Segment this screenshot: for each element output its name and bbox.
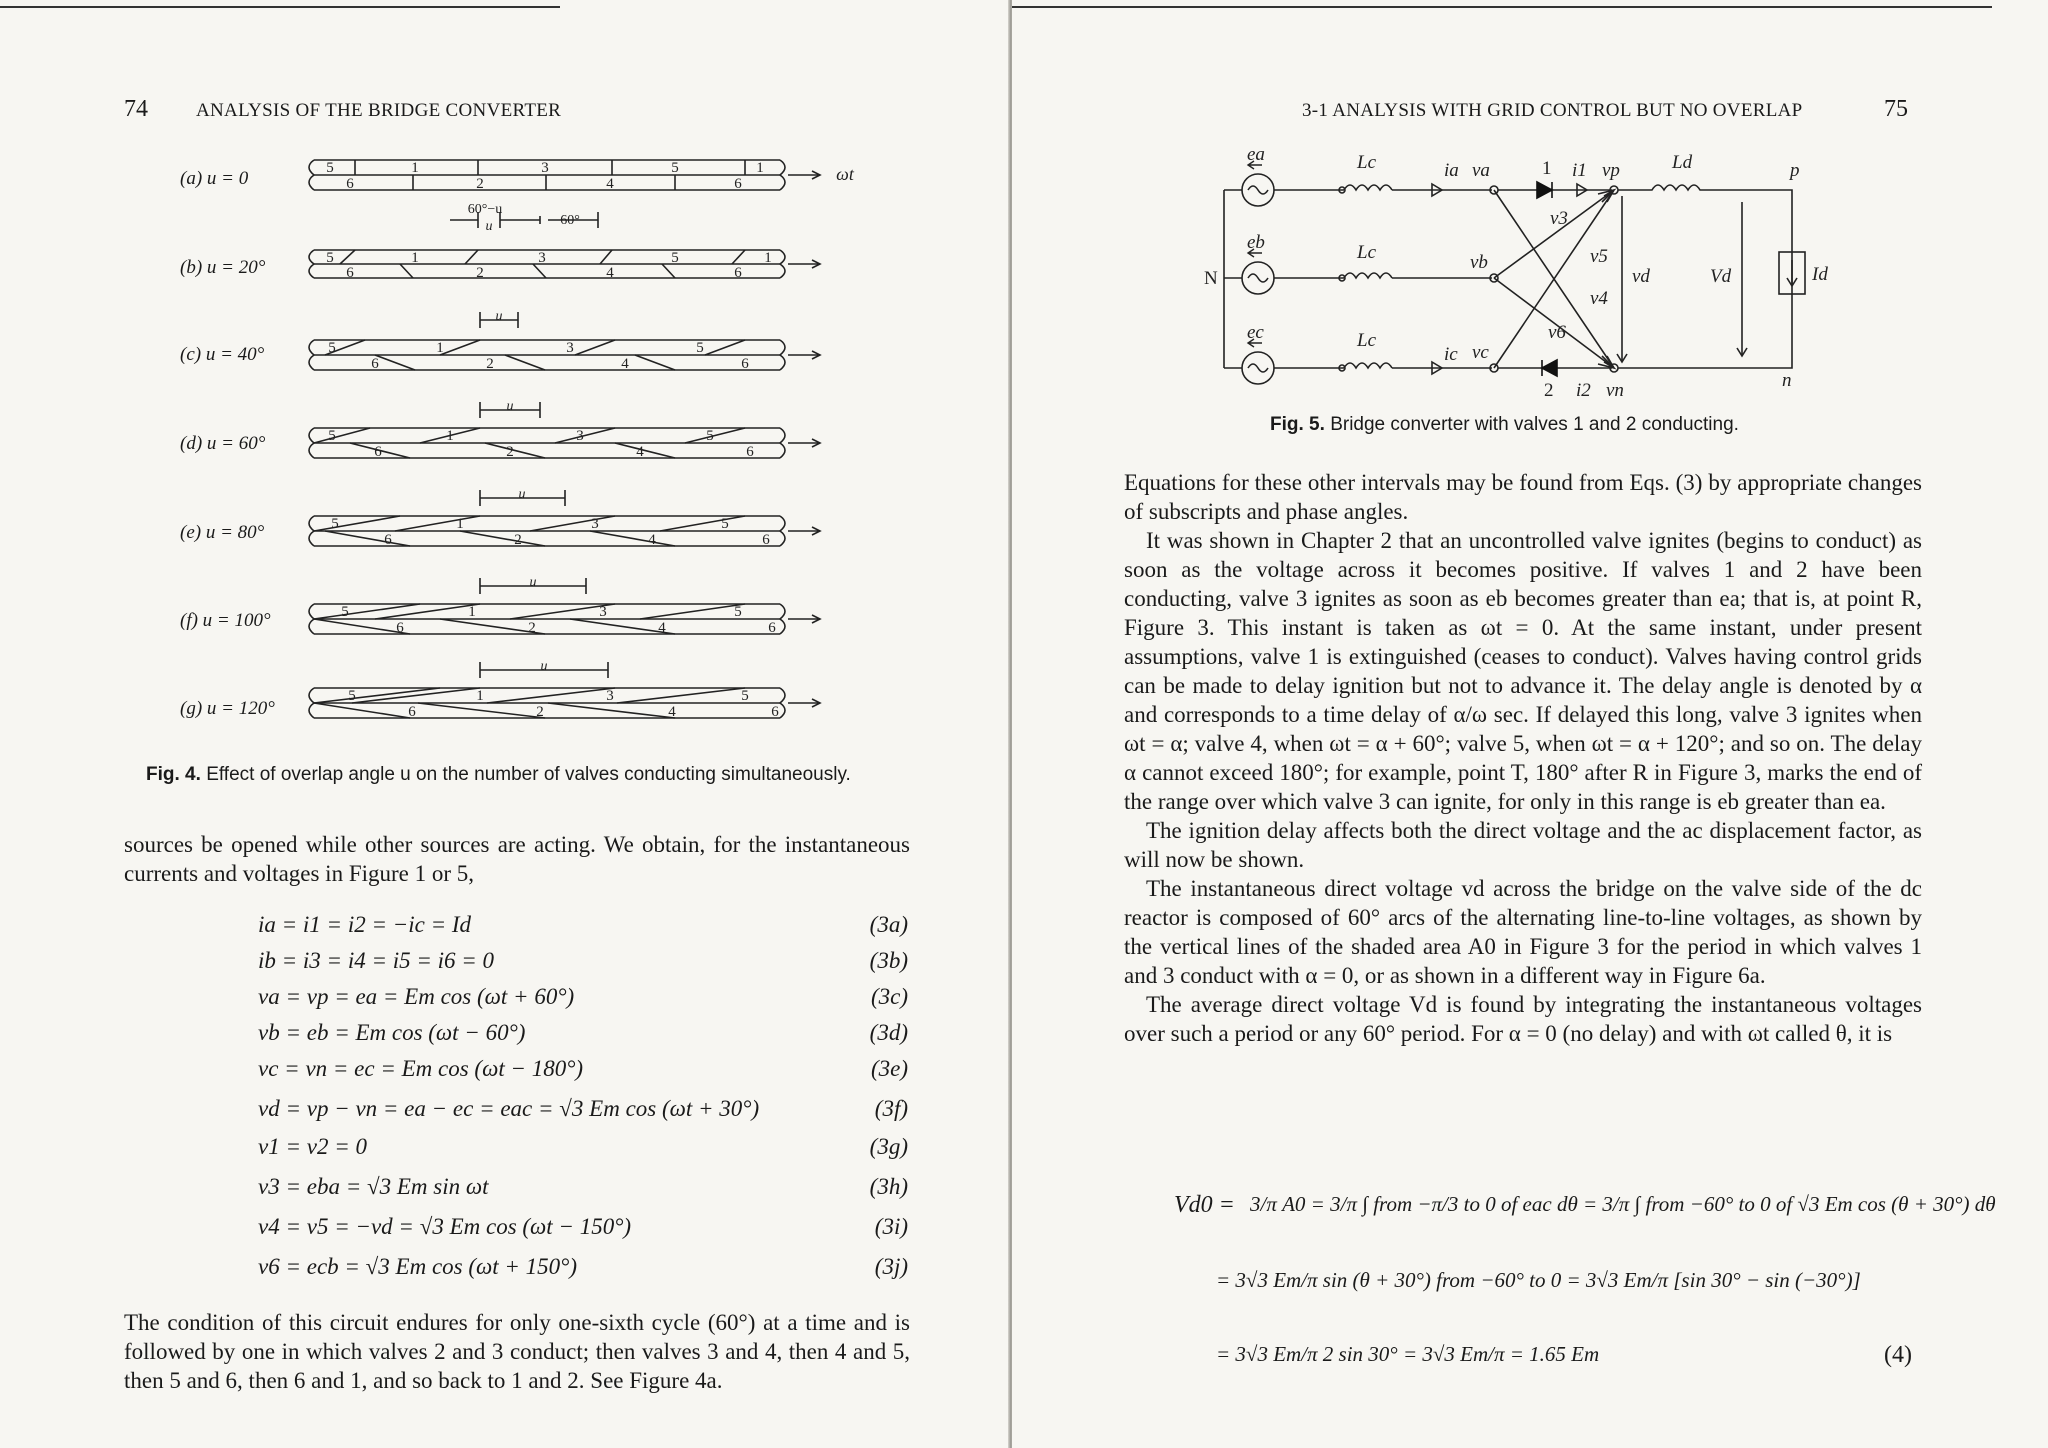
- equation-number: (3d): [869, 1020, 908, 1045]
- fig4-num: 2: [476, 265, 484, 281]
- fig4-num: 3: [541, 160, 549, 176]
- fig4-dim-u: u: [518, 487, 526, 502]
- equation-row: [0, 1214, 1010, 1250]
- fig4-num: 3: [606, 688, 614, 704]
- page-number-right: 75: [1884, 96, 1908, 122]
- fig4-num: 1: [436, 340, 444, 356]
- paragraph-text: It was shown in Chapter 2 that an uncontrolled valve ignites (begins to conduct) as soon as the voltage across it becomes positive. If valves 1 and 2 have been conducting, valve 3 ignites as soon as eb becomes greater than ea; that is, at point R, Figure 3. This instant is taken as ωt = 0. At the same instant, under present assumptions, valve 1 is extinguished (ceases to conduct). Valves having control grids can be made to delay ignition but not to advance it. The delay angle is denoted by α and corresponds to a time delay of α/ω sec. If delayed this long, valve 3 ignites when ωt = α; valve 4, when ωt = α + 60°; valve 5, when ωt = α + 120°; and so on. The delay α cannot exceed 180°; for example, point T, 180° after R in Figure 3, marks the end of the range over which valve 3 can ignite, for only in this range is eb greater than ea.: [1124, 528, 1922, 814]
- fig4-num: 2: [514, 532, 522, 548]
- fig4-num: 3: [566, 340, 574, 356]
- fig5-label-ia: ia: [1444, 160, 1459, 181]
- eq4-line1: 3/π A0 = 3/π ∫ from −π/3 to 0 of eac dθ = 3/π ∫ from −60° to 0 of √3 Em cos (θ + 30°) dθ: [1250, 1192, 1996, 1216]
- paragraph: [124, 830, 910, 888]
- fig4-num: 6: [746, 444, 754, 460]
- fig4-num: 6: [408, 704, 416, 720]
- fig4-num: 6: [346, 176, 354, 192]
- fig4-num: 5: [328, 428, 336, 444]
- top-rule: [1012, 6, 1992, 8]
- equation-number: (3h): [869, 1174, 908, 1199]
- fig5-label-vc: vc: [1472, 342, 1489, 363]
- fig5-label-Lc: Lc: [1357, 242, 1376, 263]
- fig4-num: 5: [341, 604, 349, 620]
- equation-row: [0, 1056, 1010, 1092]
- fig4-num: 1: [476, 688, 484, 704]
- equation-number: (3i): [874, 1214, 908, 1239]
- fig4-num: 4: [668, 704, 676, 720]
- equation-number: (3c): [870, 984, 908, 1009]
- fig5-label-vb: vb: [1470, 252, 1488, 273]
- fig4-row-label: (c) u = 40°: [180, 344, 265, 365]
- fig4-num: 6: [346, 265, 354, 281]
- paragraph: [124, 1308, 910, 1395]
- equation-expr: v6 = ecb = √3 Em cos (ωt + 150°): [258, 1254, 578, 1279]
- paragraph-text: The instantaneous direct voltage vd across the bridge on the valve side of the dc reactor is composed of 60° arcs of the alternating line-to-line voltages, as shown by the vertical lines of the shaded area A0 in Figure 3 for the period in which valves 1 and 3 conduct with α = 0, or as shown in a different way in Figure 6a.: [1124, 876, 1922, 988]
- fig5-label-ea: ea: [1247, 144, 1265, 165]
- equation-expr: v3 = eba = √3 Em sin ωt: [258, 1174, 489, 1199]
- fig4-num: 1: [456, 516, 464, 532]
- fig4-num: 1: [468, 604, 476, 620]
- right-page: [1012, 0, 2048, 1448]
- body-text: [1124, 468, 1922, 1048]
- fig4-num: 2: [486, 356, 494, 372]
- equation-row: [0, 1254, 1010, 1290]
- eq4-line3: = 3√3 Em/π 2 sin 30° = 3√3 Em/π = 1.65 Em: [1216, 1342, 1600, 1366]
- equation-row: [0, 1096, 1010, 1132]
- fig4-dim-u: u: [485, 219, 493, 234]
- fig4-num: 4: [621, 356, 629, 372]
- fig4-num: 5: [328, 340, 336, 356]
- equation-row: [0, 948, 1010, 984]
- fig5-label-p: p: [1790, 160, 1800, 181]
- fig4-num: 4: [606, 265, 614, 281]
- fig4-num: 5: [671, 160, 679, 176]
- fig4-row-label: (a) u = 0: [180, 168, 249, 189]
- equation-expr: ia = i1 = i2 = −ic = Id: [258, 912, 472, 937]
- fig4-row-label: (f) u = 100°: [180, 610, 271, 631]
- running-head-right: 3-1 ANALYSIS WITH GRID CONTROL BUT NO OVERLAP: [1302, 100, 1803, 121]
- fig4-num: 5: [326, 160, 334, 176]
- fig4-dim-60-minus-u: 60°−u: [467, 202, 503, 217]
- equation-row: [0, 1174, 1010, 1210]
- fig4-num: 6: [396, 620, 404, 636]
- fig4-num: 5: [706, 428, 714, 444]
- fig4-dim-u: u: [495, 309, 503, 324]
- fig4-dim-u: u: [540, 659, 548, 674]
- fig4-num: 1: [446, 428, 454, 444]
- fig4-num: 2: [476, 176, 484, 192]
- fig4-num: 4: [636, 444, 644, 460]
- fig4-num: 4: [648, 532, 656, 548]
- equation-expr: va = vp = ea = Em cos (ωt + 60°): [258, 984, 575, 1009]
- fig5-label-v4: v4: [1590, 288, 1608, 309]
- fig5-label-i2: i2: [1576, 380, 1591, 401]
- paragraph-text: The ignition delay affects both the direct voltage and the ac displacement factor, as will now be shown.: [1124, 818, 1922, 872]
- fig4-caption: [146, 764, 851, 786]
- fig5-label-Vd: Vd: [1710, 266, 1732, 287]
- fig4-num: 6: [741, 356, 749, 372]
- fig4-num: 5: [671, 250, 679, 266]
- fig4-caption-label: Fig. 4.: [146, 764, 201, 785]
- fig4-num: 6: [384, 532, 392, 548]
- top-rule: [0, 6, 560, 8]
- fig4-num: 6: [762, 532, 770, 548]
- fig4-axis-label: ωt: [836, 164, 854, 184]
- equation-number: (3j): [874, 1254, 908, 1279]
- fig4-num: 6: [734, 265, 742, 281]
- fig5-label-v6: v6: [1548, 322, 1566, 343]
- equation-expr: v4 = v5 = −vd = √3 Em cos (ωt − 150°): [258, 1214, 632, 1239]
- fig4-num: 5: [734, 604, 742, 620]
- paragraph-text: The condition of this circuit endures for only one-sixth cycle (60°) at a time and is followed by one in which valves 2 and 3 conduct; then valves 3 and 4, then 4 and 5, then 5 and 6, then 6 and 1, and so back to 1 and 2. See Figure 4a.: [124, 1310, 910, 1393]
- fig5-circuit-diagram: [1192, 140, 1892, 410]
- equation-row: [0, 1020, 1010, 1056]
- fig4-num: 1: [411, 250, 419, 266]
- fig5-label-ic: ic: [1444, 344, 1458, 365]
- fig5-label-i1: i1: [1572, 160, 1587, 181]
- equation-row: [0, 984, 1010, 1020]
- fig5-label-vn: vn: [1606, 380, 1624, 401]
- equation-expr: vd = vp − vn = ea − ec = eac = √3 Em cos (ωt + 30°): [258, 1096, 760, 1121]
- fig4-num: 3: [576, 428, 584, 444]
- paragraph-text: The average direct voltage Vd is found by integrating the instantaneous voltages over such a period or any 60° period. For α = 0 (no delay) and with ωt called θ, it is: [1124, 992, 1922, 1046]
- fig5-label-v3: v3: [1550, 208, 1568, 229]
- fig4-num: 2: [528, 620, 536, 636]
- fig4-num: 1: [764, 250, 772, 266]
- page-number-left: 74: [124, 96, 148, 122]
- fig5-label-Lc: Lc: [1357, 330, 1376, 351]
- equation-number: (3a): [869, 912, 908, 937]
- fig4-num: 6: [374, 444, 382, 460]
- fig4-diagram: [290, 150, 890, 740]
- fig4-num: 3: [591, 516, 599, 532]
- fig5-caption-label: Fig. 5.: [1270, 414, 1325, 435]
- eq4-line1-lhs: Vd0 =: [1174, 1192, 1235, 1218]
- eq4-number: (4): [1884, 1342, 1912, 1368]
- equation-number: (3f): [874, 1096, 908, 1121]
- equation-expr: v1 = v2 = 0: [258, 1134, 367, 1159]
- fig5-caption: [1270, 414, 1739, 436]
- fig5-label-valve-1: 1: [1542, 158, 1552, 179]
- fig5-label-N: N: [1204, 268, 1218, 289]
- fig4-caption-text: Effect of overlap angle u on the number of valves conducting simultaneously.: [206, 764, 851, 785]
- fig4-num: 5: [696, 340, 704, 356]
- fig4-num: 5: [331, 516, 339, 532]
- equation-expr: vc = vn = ec = Em cos (ωt − 180°): [258, 1056, 584, 1081]
- fig5-label-ec: ec: [1247, 322, 1264, 343]
- fig5-label-vd: vd: [1632, 266, 1650, 287]
- fig5-label-vp: vp: [1602, 160, 1620, 181]
- fig5-label-Lc: Lc: [1357, 152, 1376, 173]
- fig5-label-va: va: [1472, 160, 1490, 181]
- fig5-caption-text: Bridge converter with valves 1 and 2 conducting.: [1330, 414, 1739, 435]
- equation-number: (3b): [869, 948, 908, 973]
- fig4-num: 4: [658, 620, 666, 636]
- fig4-row-label: (d) u = 60°: [180, 433, 266, 454]
- fig4-num: 2: [536, 704, 544, 720]
- equation-number: (3g): [869, 1134, 908, 1159]
- fig5-label-n: n: [1782, 370, 1792, 391]
- equation-expr: ib = i3 = i4 = i5 = i6 = 0: [258, 948, 495, 973]
- fig4-num: 6: [771, 704, 779, 720]
- fig4-num: 6: [734, 176, 742, 192]
- equation-row: [0, 1134, 1010, 1170]
- paragraph-text: Equations for these other intervals may be found from Eqs. (3) by appropriate changes of subscripts and phase angles.: [1124, 470, 1922, 524]
- fig4-num: 5: [326, 250, 334, 266]
- fig4-num: 5: [741, 688, 749, 704]
- running-head-left: ANALYSIS OF THE BRIDGE CONVERTER: [196, 100, 562, 121]
- eq4-line2: = 3√3 Em/π sin (θ + 30°) from −60° to 0 = 3√3 Em/π [sin 30° − sin (−30°)]: [1216, 1268, 1861, 1292]
- fig4-num: 3: [599, 604, 607, 620]
- fig4-num: 6: [371, 356, 379, 372]
- fig5-label-eb: eb: [1247, 232, 1265, 253]
- fig5-label-Ld: Ld: [1672, 152, 1693, 173]
- fig4-num: 3: [538, 250, 546, 266]
- fig4-dim-u: u: [529, 575, 537, 590]
- fig5-label-Id: Id: [1812, 264, 1828, 285]
- fig4-row-label: (g) u = 120°: [180, 698, 275, 719]
- equation-row: [0, 912, 1010, 948]
- left-page: [0, 0, 1010, 1448]
- paragraph-text: sources be opened while other sources are acting. We obtain, for the instantaneous currents and voltages in Figure 1 or 5,: [124, 832, 910, 886]
- fig4-dim-60: 60°: [560, 213, 580, 228]
- fig4-dim-u: u: [506, 399, 514, 414]
- fig4-num: 5: [348, 688, 356, 704]
- equation-expr: vb = eb = Em cos (ωt − 60°): [258, 1020, 526, 1045]
- fig4-num: 2: [506, 444, 514, 460]
- fig4-row-label: (e) u = 80°: [180, 522, 265, 543]
- fig4-num: 1: [756, 160, 764, 176]
- fig4-num: 1: [411, 160, 419, 176]
- fig4-num: 6: [768, 620, 776, 636]
- fig5-label-valve-2: 2: [1544, 380, 1554, 401]
- fig4-row-label: (b) u = 20°: [180, 257, 266, 278]
- equation-number: (3e): [870, 1056, 908, 1081]
- fig5-label-v5: v5: [1590, 246, 1608, 267]
- fig4-num: 4: [606, 176, 614, 192]
- fig4-num: 5: [721, 516, 729, 532]
